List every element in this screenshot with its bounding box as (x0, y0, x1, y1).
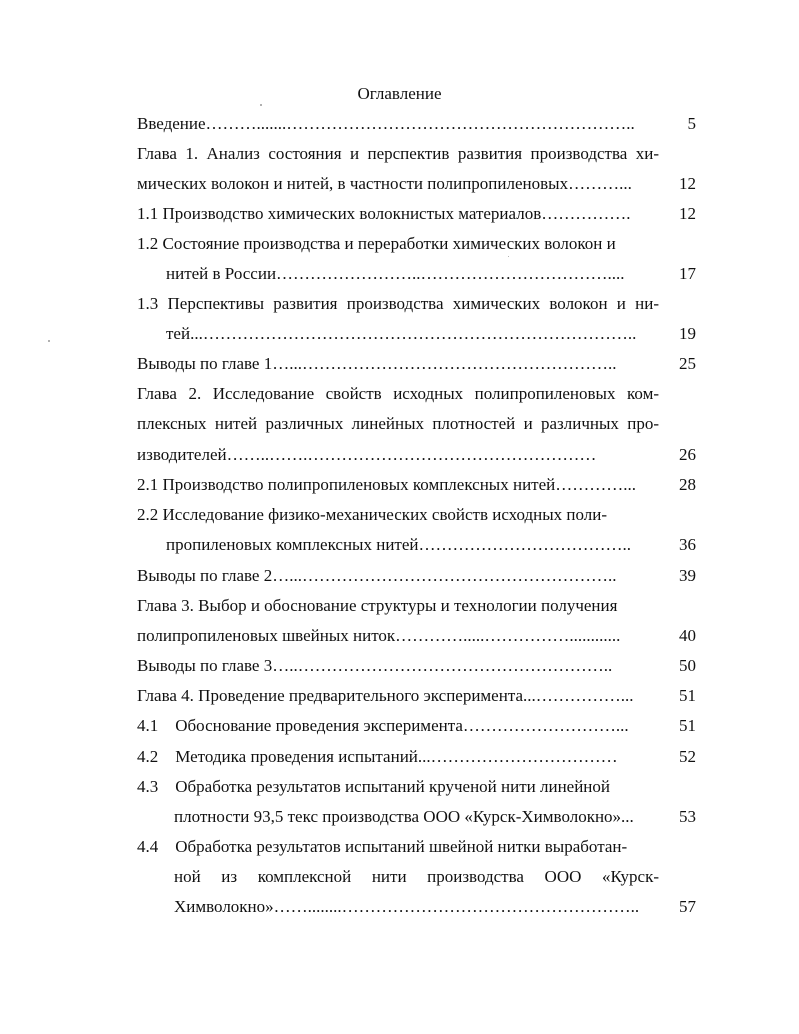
toc-entry-conclusions-2-line-1: Выводы по главе 2…...……………………………………………….. (137, 566, 617, 585)
toc-entry-chapter4-line-1: Глава 4. Проведение предварительного эксперимента...……………... (137, 686, 634, 705)
toc-page-number: 40 (679, 626, 696, 645)
toc-entry-2-2-line-1: 2.2 Исследование физико-механических свойств исходных поли- (137, 505, 608, 524)
toc-entry-1-2-line-1: 1.2 Состояние производства и переработки химических волокон и (137, 234, 616, 253)
toc-entry-intro-line-1: Введение……….......…………………………………………………….. (137, 114, 635, 133)
toc-entry-4-3-line-1: 4.3 Обработка результатов испытаний крученой нити линейной (137, 777, 611, 796)
toc-entry-chapter3-line-1: Глава 3. Выбор и обоснование структуры и технологии получения (137, 596, 618, 615)
toc-entry-4-3-line-2: плотности 93,5 текс производства ООО «Курск-Химволокно»... (174, 807, 634, 826)
toc-entry-chapter2-line-2: плексных нитей различных линейных плотностей и различных про- (137, 414, 659, 433)
toc-entry-1-3-line-2: тей...………………………………………………………………….. (166, 324, 637, 343)
toc-page-number: 5 (687, 114, 696, 133)
toc-page-number: 25 (679, 354, 696, 373)
toc-page-number: 53 (679, 807, 696, 826)
toc-page-number: 36 (679, 535, 696, 554)
toc-page-number: 51 (679, 716, 696, 735)
scan-speck (508, 256, 509, 257)
toc-entry-2-2-line-2: пропиленовых комплексных нитей……………………………….. (166, 535, 631, 554)
toc-page-number: 19 (679, 324, 696, 343)
scan-speck (260, 104, 262, 106)
toc-entry-chapter2-line-3: изводителей……..…….…………………………………………… (137, 445, 597, 464)
toc-entry-chapter1-line-1: Глава 1. Анализ состояния и перспектив развития производства хи- (137, 144, 659, 163)
toc-entry-chapter3-line-2: полипропиленовых швейных ниток………….....……………............ (137, 626, 621, 645)
toc-entry-chapter2-line-1: Глава 2. Исследование свойств исходных полипропиленовых ком- (137, 384, 659, 403)
toc-entry-conclusions-3-line-1: Выводы по главе 3…..……………………………………………….. (137, 656, 613, 675)
toc-page-number: 17 (679, 264, 696, 283)
toc-entry-4-4-line-3: Химволокно»……........…………………………………………….. (174, 897, 640, 916)
toc-title: Оглавление (357, 84, 442, 103)
toc-page-number: 50 (679, 656, 696, 675)
toc-entry-1-2-line-2: нитей в России……………………..…………………………….... (166, 264, 625, 283)
toc-page-number: 39 (679, 566, 696, 585)
toc-entry-4-2-line-1: 4.2 Методика проведения испытаний...…………………………… (137, 747, 618, 766)
toc-page-number: 12 (679, 174, 696, 193)
toc-page-number: 12 (679, 204, 696, 223)
toc-entry-4-4-line-2: ной из комплексной нити производства ООО «Курск- (174, 867, 659, 886)
toc-page-number: 52 (679, 747, 696, 766)
toc-entry-1-3-line-1: 1.3 Перспективы развития производства химических волокон и ни- (137, 294, 659, 313)
toc-entry-chapter1-line-2: мических волокон и нитей, в частности полипропиленовых………... (137, 174, 632, 193)
toc-entry-1-1-line-1: 1.1 Производство химических волокнистых материалов……………. (137, 204, 631, 223)
toc-entry-4-1-line-1: 4.1 Обоснование проведения эксперимента………………………... (137, 716, 629, 735)
toc-page-number: 26 (679, 445, 696, 464)
toc-page-number: 28 (679, 475, 696, 494)
toc-entry-conclusions-1-line-1: Выводы по главе 1…...……………………………………………….. (137, 354, 617, 373)
toc-entry-4-4-line-1: 4.4 Обработка результатов испытаний швейной нитки выработан- (137, 837, 628, 856)
toc-page-number: 51 (679, 686, 696, 705)
toc-page-number: 57 (679, 897, 696, 916)
toc-entry-2-1-line-1: 2.1 Производство полипропиленовых комплексных нитей…………... (137, 475, 636, 494)
scan-speck (48, 340, 50, 342)
